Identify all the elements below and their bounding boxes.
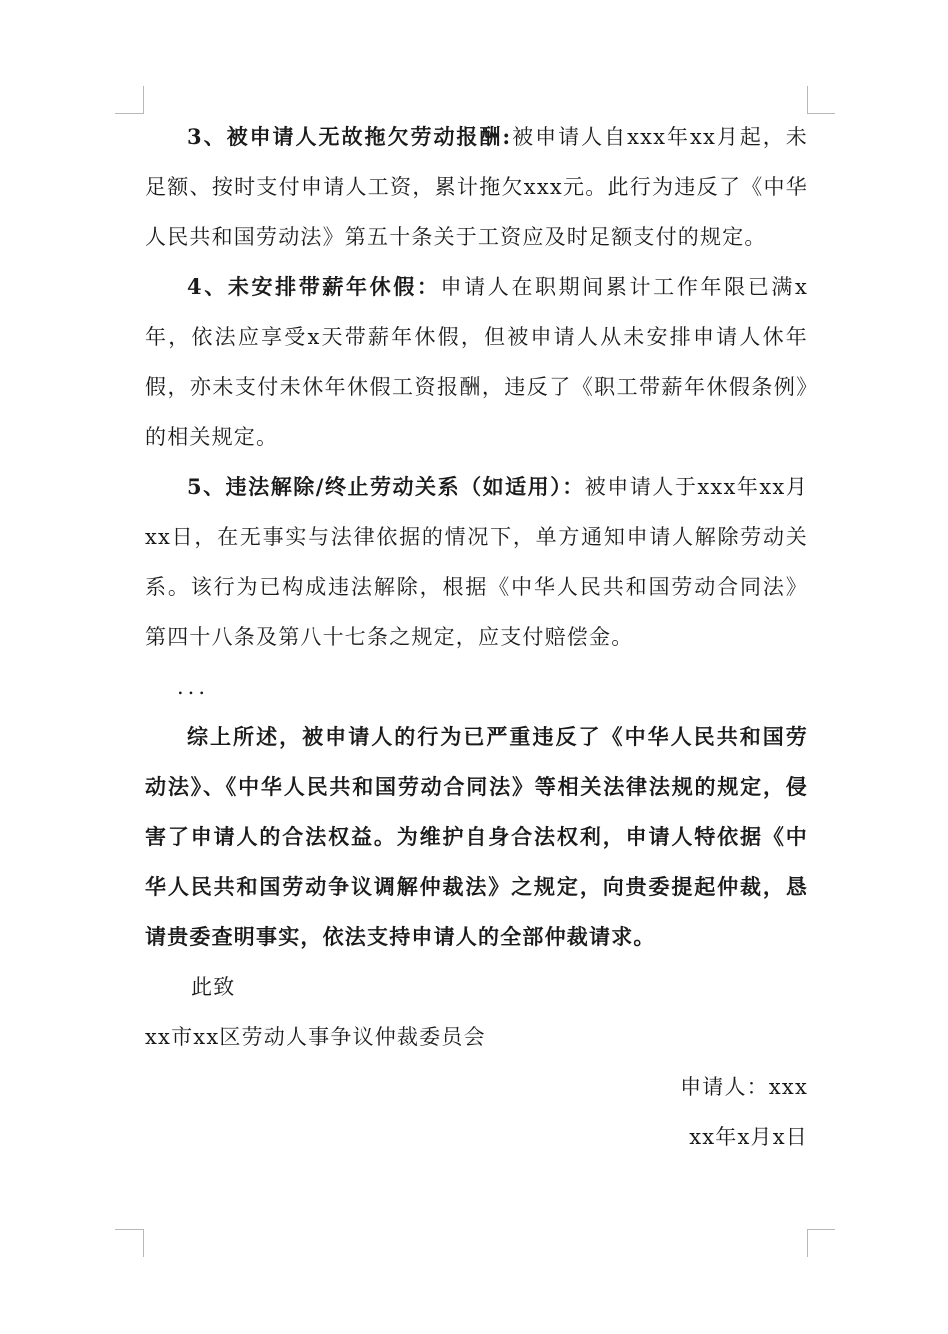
salutation: 此致 [191, 975, 236, 999]
section-unpaid-wages [145, 112, 808, 262]
crop-mark-bottom-right-v [807, 1229, 808, 1257]
crop-mark-top-right-v [807, 86, 808, 114]
applicant-signature: 申请人：xxx [680, 1075, 808, 1099]
section-annual-leave [145, 262, 808, 462]
document-body [145, 112, 808, 1162]
section-text: 被申请人自xxx年xx月起，未足额、按时支付申请人工资，累计拖欠xxx元。此行为违反了《中华人民共和国劳动法》第五十条关于工资应及时足额支付的规定。 [145, 125, 808, 249]
crop-mark-top-left-h [115, 113, 143, 114]
crop-mark-top-right-h [807, 113, 835, 114]
section-illegal-termination [145, 462, 808, 662]
section-text: 申请人在职期间累计工作年限已满x年，依法应享受x天带薪年休假，但被申请人从未安排申请人休年假，亦未支付未休年休假工资报酬，违反了《职工带薪年休假条例》的相关规定。 [145, 275, 809, 449]
section-heading: 5、违法解除/终止劳动关系（如适用）： [187, 474, 585, 499]
section-heading: 3、被申请人无故拖欠劳动报酬: [187, 124, 512, 149]
crop-mark-bottom-left-v [143, 1229, 144, 1257]
signature-date: xx年x月x日 [689, 1125, 808, 1149]
crop-mark-bottom-left-h [115, 1229, 143, 1230]
section-heading: 4、未安排带薪年休假： [187, 274, 441, 299]
ellipsis: ... [177, 675, 210, 699]
section-text: 被申请人于xxx年xx月xx日，在无事实与法律依据的情况下，单方通知申请人解除劳动关系。该行为已构成违法解除，根据《中华人民共和国劳动合同法》第四十八条及第八十七条之规定，应支付赔偿金。 [145, 475, 808, 649]
conclusion-paragraph: 综上所述，被申请人的行为已严重违反了《中华人民共和国劳动法》、《中华人民共和国劳动合同法》等相关法律法规的规定，侵害了申请人的合法权益。为维护自身合法权利，申请人特依据《中华人民共和国劳动争议调解仲裁法》之规定，向贵委提起仲裁，恳请贵委查明事实，依法支持申请人的全部仲裁请求。 [145, 724, 808, 949]
recipient-committee: xx市xx区劳动人事争议仲裁委员会 [145, 1025, 486, 1049]
crop-mark-top-left-v [143, 86, 144, 114]
crop-mark-bottom-right-h [807, 1229, 835, 1230]
